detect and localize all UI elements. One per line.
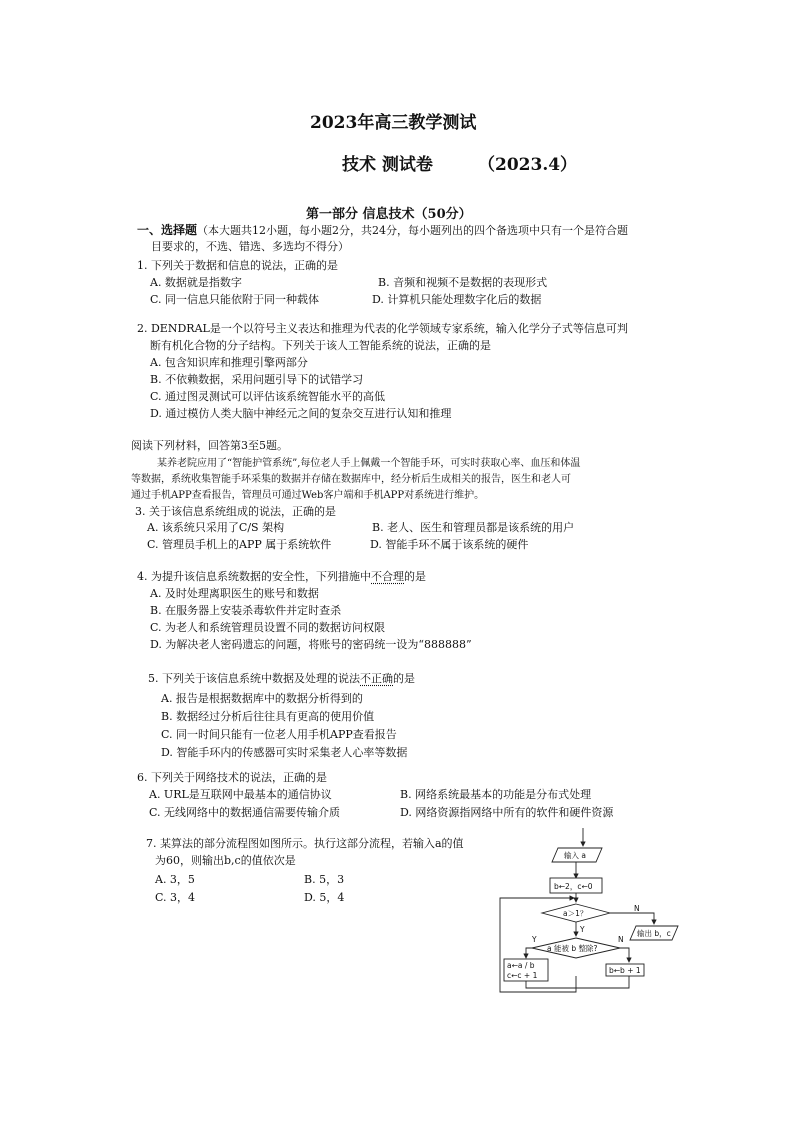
q6-option-c: C. 无线网络中的数据通信需要传输介质 (149, 806, 341, 819)
section-head: 一、选择题 (137, 223, 198, 237)
reading-para-3: 通过手机APP查看报告，管理员可通过Web客户端和手机APP对系统进行维护。 (131, 490, 485, 501)
q5-stem (148, 670, 415, 686)
q2-stem-line2: 断有机化合物的分子结构。下列关于该人工智能系统的说法，正确的是 (150, 339, 491, 352)
q1-option-c: C. 同一信息只能依附于同一种载体 (150, 293, 320, 306)
q3-option-a: A. 该系统只采用了C/S 架构 (147, 521, 285, 534)
q3-option-d: D. 智能手环不属于该系统的硬件 (370, 538, 529, 551)
part-title: 第一部分 信息技术（50分） (306, 207, 472, 222)
q6-option-d: D. 网络资源指网络中所有的软件和硬件资源 (400, 806, 614, 819)
flowchart-y1-label: Y (580, 925, 585, 934)
q7-option-d: D. 5，4 (304, 891, 345, 904)
q7-option-a: A. 3，5 (155, 873, 195, 886)
q1-option-d: D. 计算机只能处理数字化后的数据 (372, 293, 542, 306)
q3-stem: 3. 关于该信息系统组成的说法，正确的是 (135, 505, 336, 518)
q5-stem-post: 的是 (393, 672, 415, 685)
q3-option-b: B. 老人、医生和管理员都是该系统的用户 (372, 521, 575, 534)
q2-option-b: B. 不依赖数据，采用问题引导下的试错学习 (150, 373, 364, 386)
exam-date: （2023.4） (478, 155, 578, 175)
q5-option-a: A. 报告是根据数据库中的数据分析得到的 (161, 692, 363, 705)
q7-option-b: B. 5，3 (304, 873, 345, 886)
q5-stem-emphasis: 不正确 (360, 672, 393, 685)
q1-stem: 1. 下列关于数据和信息的说法，正确的是 (137, 259, 338, 272)
flowchart-cond1-text: a＞1？ (563, 909, 588, 918)
q5-option-b: B. 数据经过分析后往往具有更高的使用价值 (161, 710, 375, 723)
flowchart-assign-left-text-1: a←a / b (507, 961, 535, 970)
q1-option-a: A. 数据就是指数字 (150, 276, 242, 289)
q4-option-c: C. 为老人和系统管理员设置不同的数据访问权限 (150, 621, 386, 634)
q6-stem: 6. 下列关于网络技术的说法，正确的是 (137, 771, 327, 784)
q4-option-a: A. 及时处理离职医生的账号和数据 (150, 587, 319, 600)
q2-stem-line1: 2. DENDRAL是一个以符号主义表达和推理为代表的化学领域专家系统，输入化学分子式等信息可判 (137, 322, 628, 335)
q7-option-c: C. 3，4 (155, 891, 196, 904)
q4-stem (137, 568, 426, 584)
exam-subtitle: 技术 测试卷 (342, 155, 433, 175)
q4-option-d: D. 为解决老人密码遗忘的问题，将账号的密码统一设为“888888” (150, 638, 472, 651)
q2-option-d: D. 通过模仿人类大脑中神经元之间的复杂交互进行认知和推理 (150, 407, 452, 420)
flowchart-assign-left-text-2: c←c + 1 (507, 971, 538, 980)
q1-option-b: B. 音频和视频不是数据的表现形式 (378, 276, 548, 289)
q4-stem-pre: 4. 为提升该信息系统数据的安全性，下列措施中 (137, 570, 371, 583)
q2-option-c: C. 通过图灵测试可以评估该系统智能水平的高低 (150, 390, 386, 403)
q7-stem-line2: 为60，则输出b,c的值依次是 (155, 854, 296, 867)
flowchart-y2-label: Y (532, 935, 537, 944)
q7-stem-line1: 7. 某算法的部分流程图如图所示。执行这部分流程，若输入a的值 (146, 837, 464, 850)
flowchart-input-text: 输入 a (564, 851, 586, 860)
flowchart-n2-label: N (618, 935, 624, 944)
q4-stem-emphasis: 不合理 (371, 570, 404, 583)
flowchart-init-text: b←2，c←0 (554, 882, 593, 891)
q4-stem-post: 的是 (404, 570, 426, 583)
q5-option-c: C. 同一时间只能有一位老人用手机APP查看报告 (161, 728, 397, 741)
q5-stem-pre: 5. 下列关于该信息系统中数据及处理的说法 (148, 672, 360, 685)
flowchart-assign-right-text: b←b + 1 (609, 966, 641, 975)
q2-option-a: A. 包含知识库和推理引擎两部分 (150, 356, 308, 369)
q4-option-b: B. 在服务器上安装杀毒软件并定时查杀 (150, 604, 342, 617)
exam-title: 2023年高三教学测试 (310, 113, 477, 133)
q5-option-d: D. 智能手环内的传感器可实时采集老人心率等数据 (161, 746, 408, 759)
section-desc-1: （本大题共12小题，每小题2分，共24分，每小题列出的四个备选项中只有一个是符合题 (197, 224, 629, 237)
q6-option-a: A. URL是互联网中最基本的通信协议 (149, 788, 332, 801)
reading-para-2: 等数据，系统收集智能手环采集的数据并存储在数据库中，经分析后生成相关的报告，医生和老人可 (131, 474, 571, 485)
section-desc-2: 目要求的，不选、错选、多选均不得分） (151, 240, 349, 253)
section-instructions (137, 221, 628, 238)
algorithm-flowchart (496, 826, 692, 994)
reading-intro: 阅读下列材料，回答第3至5题。 (131, 439, 288, 452)
reading-para-1: 某养老院应用了“智能护管系统”,每位老人手上佩戴一个智能手环，可实时获取心率、血压和体温 (157, 458, 581, 469)
flowchart-n1-label: N (634, 904, 640, 913)
q6-option-b: B. 网络系统最基本的功能是分布式处理 (400, 788, 592, 801)
flowchart-cond2-text: a 能被 b 整除? (547, 944, 598, 953)
q3-option-c: C. 管理员手机上的APP 属于系统软件 (147, 538, 332, 551)
flowchart-output-text: 输出 b，c (637, 929, 671, 938)
